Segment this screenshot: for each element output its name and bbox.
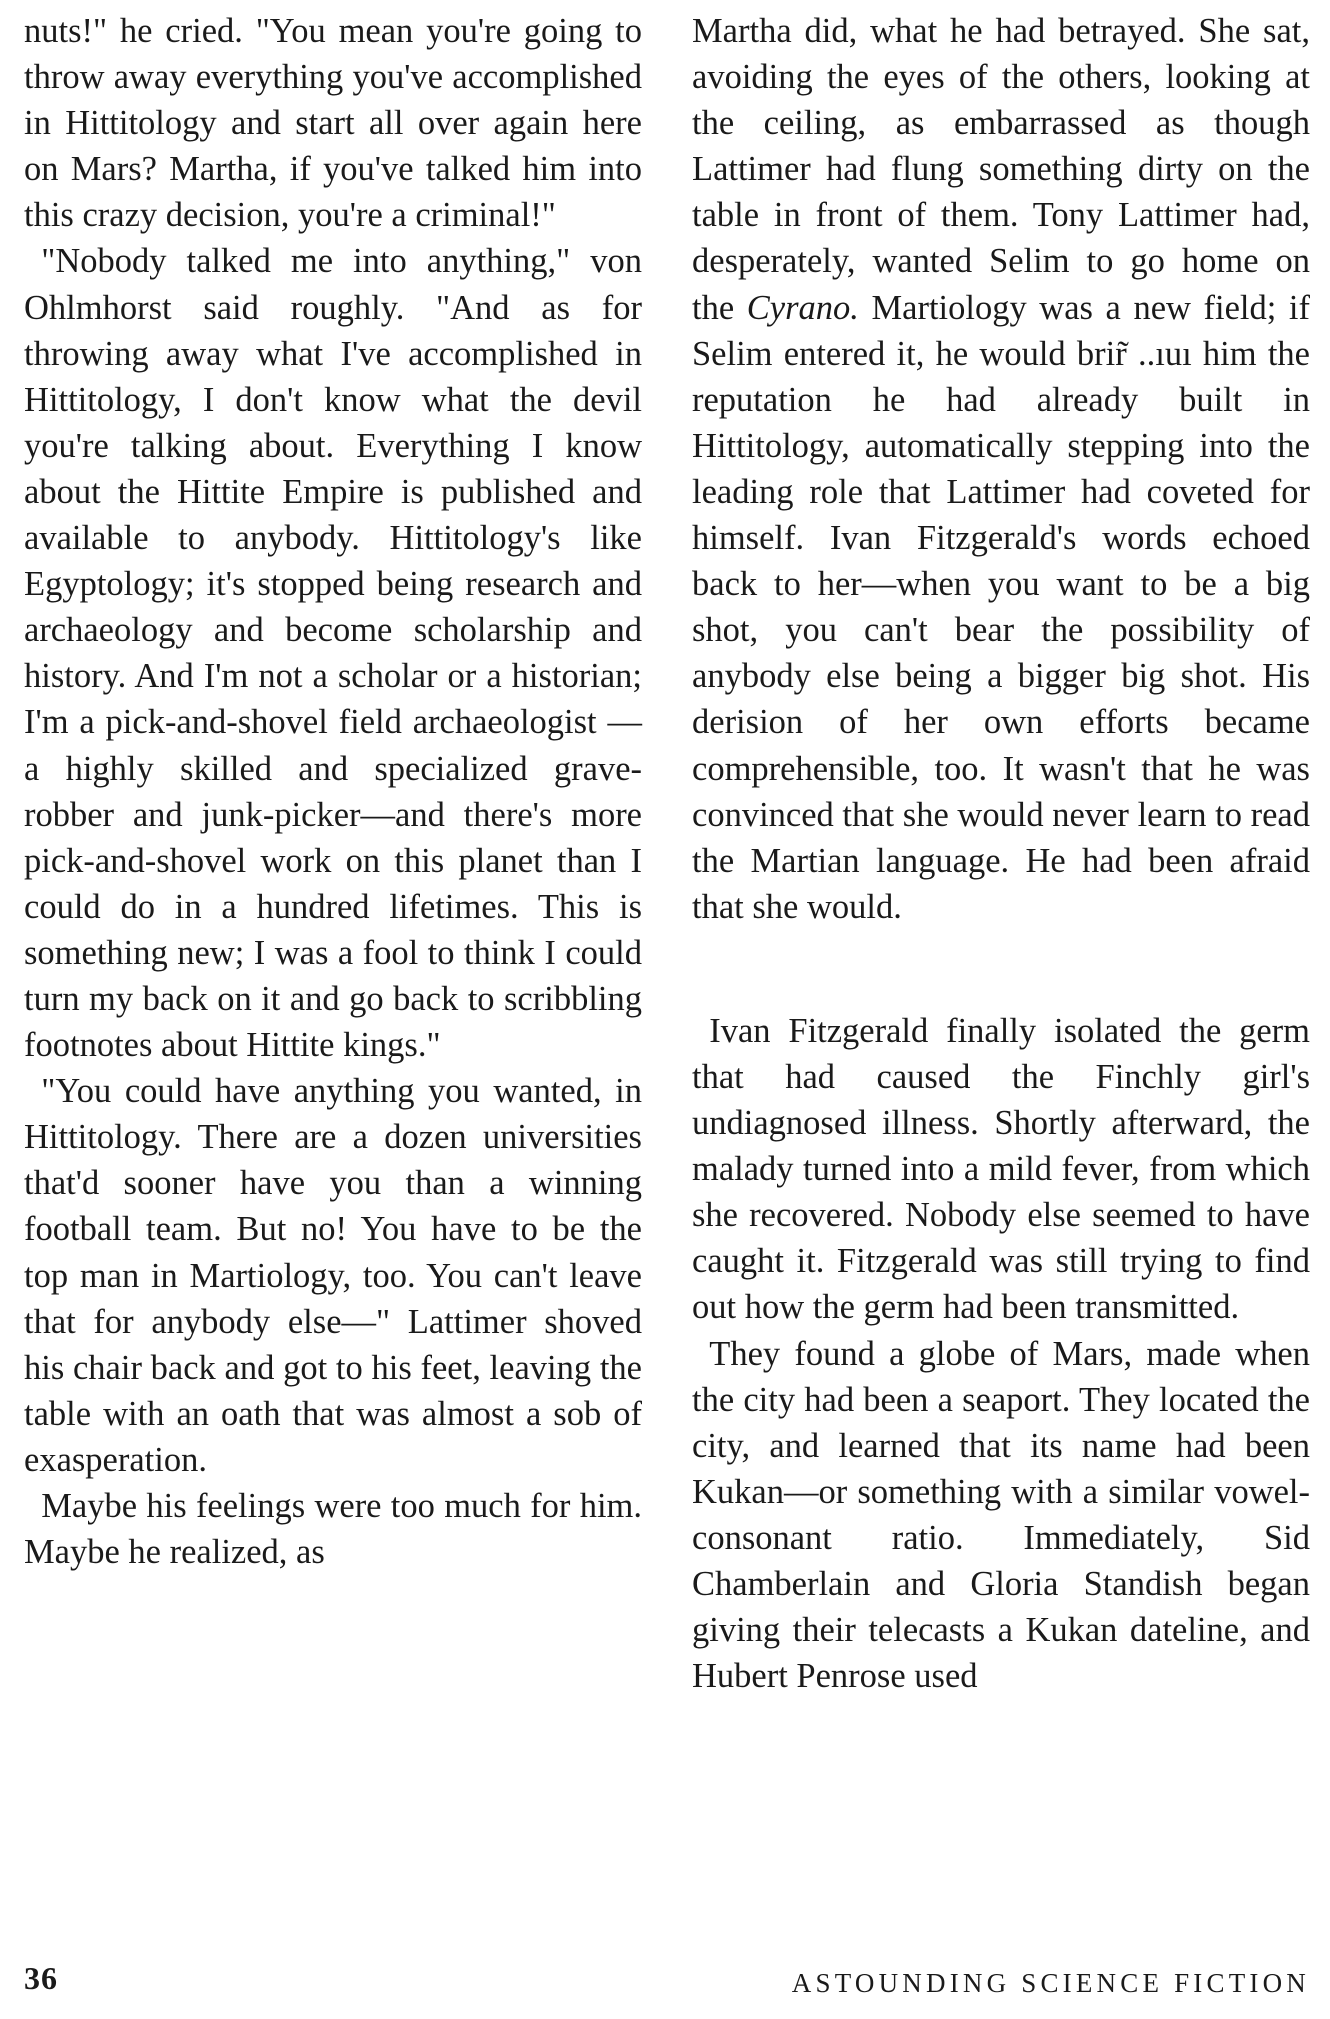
right-column	[692, 8, 1310, 1699]
paragraph-left-4: Maybe his feelings were too much for him. Maybe he realized, as	[24, 1487, 642, 1572]
paragraph-left-2: "Nobody talked me into anything," von Ohlmhorst said roughly. "And as for throwing away what I've accomplished in Hittitology, I don't know what the devil you're talking about. Everything I know about the Hittite Empire is published and available to anybody. Hittitology's like Egyptology; it's stopped being research and archaeology and become scholarship and history. And I'm not a scholar or a historian; I'm a pick-and-shovel field archaeologist —a highly skilled and specialized grave-robber and junk-picker—and there's more pick-and-shovel work on this planet than I could do in a hundred lifetimes. This is something new; I was a fool to think I could turn my back on it and go back to scribbling footnotes about Hittite kings."	[24, 242, 642, 1065]
paragraph-right-3: They found a globe of Mars, made when the city had been a seaport. They located the city, and learned that its name had been Kukan—or something with a similar vowel-consonant ratio. Immediately, Sid Chamberlain and Gloria Standish began giving their telecasts a Kukan dateline, and Hubert Penrose used	[692, 1334, 1310, 1696]
paragraph-left-3: "You could have anything you wanted, in Hittitology. There are a dozen universities that'd sooner have you than a winning football team. But no! You have to be the top man in Martiology, too. You can't leave that for anybody else—" Lattimer shoved his chair back and got to his feet, leaving the table with an oath that was almost a sob of exasperation.	[24, 1072, 642, 1479]
section-break	[692, 930, 1310, 1008]
paragraph-right-1-text-a: Martha did, what he had betrayed. She sat, avoiding the eyes of the others, looking at the ceiling, as embarrassed as though Lattimer had flung something dirty on the table in front of them. Tony Lattimer had, desperately, wanted Selim to go home on the	[692, 12, 1310, 327]
left-column	[24, 8, 642, 1575]
paragraph-right-1	[692, 8, 1310, 930]
running-head: ASTOUNDING SCIENCE FICTION	[791, 1968, 1310, 1998]
paragraph-right-2: Ivan Fitzgerald finally isolated the germ that had caused the Finchly girl's undiagnosed illness. Shortly afterward, the malady turned into a mild fever, from which she recovered. Nobody else seemed to have caught it. Fitzgerald was still trying to find out how the germ had been transmitted.	[692, 1011, 1310, 1327]
paragraph-right-1-text-b: Martiology was a new field; if Selim entered it, he would brir̃ ..ıuı him the reputation he had already built in Hittitology, automatically stepping into the leading role that Lattimer had coveted for himself. Ivan Fitzgerald's words echoed back to her—when you want to be a big shot, you can't bear the possibility of anybody else being a bigger big shot. His derision of her own efforts became comprehensible, too. It wasn't that he was convinced that she would never learn to read the Martian language. He had been afraid that she would.	[692, 288, 1310, 926]
ship-name-italic: Cyrano.	[746, 288, 859, 327]
page-number: 36	[24, 1960, 58, 1996]
paragraph-left-1: nuts!" he cried. "You mean you're going to throw away everything you've accomplished in Hittitology and start all over again here on Mars? Martha, if you've talked him into this crazy decision, you're a criminal!"	[24, 12, 642, 235]
